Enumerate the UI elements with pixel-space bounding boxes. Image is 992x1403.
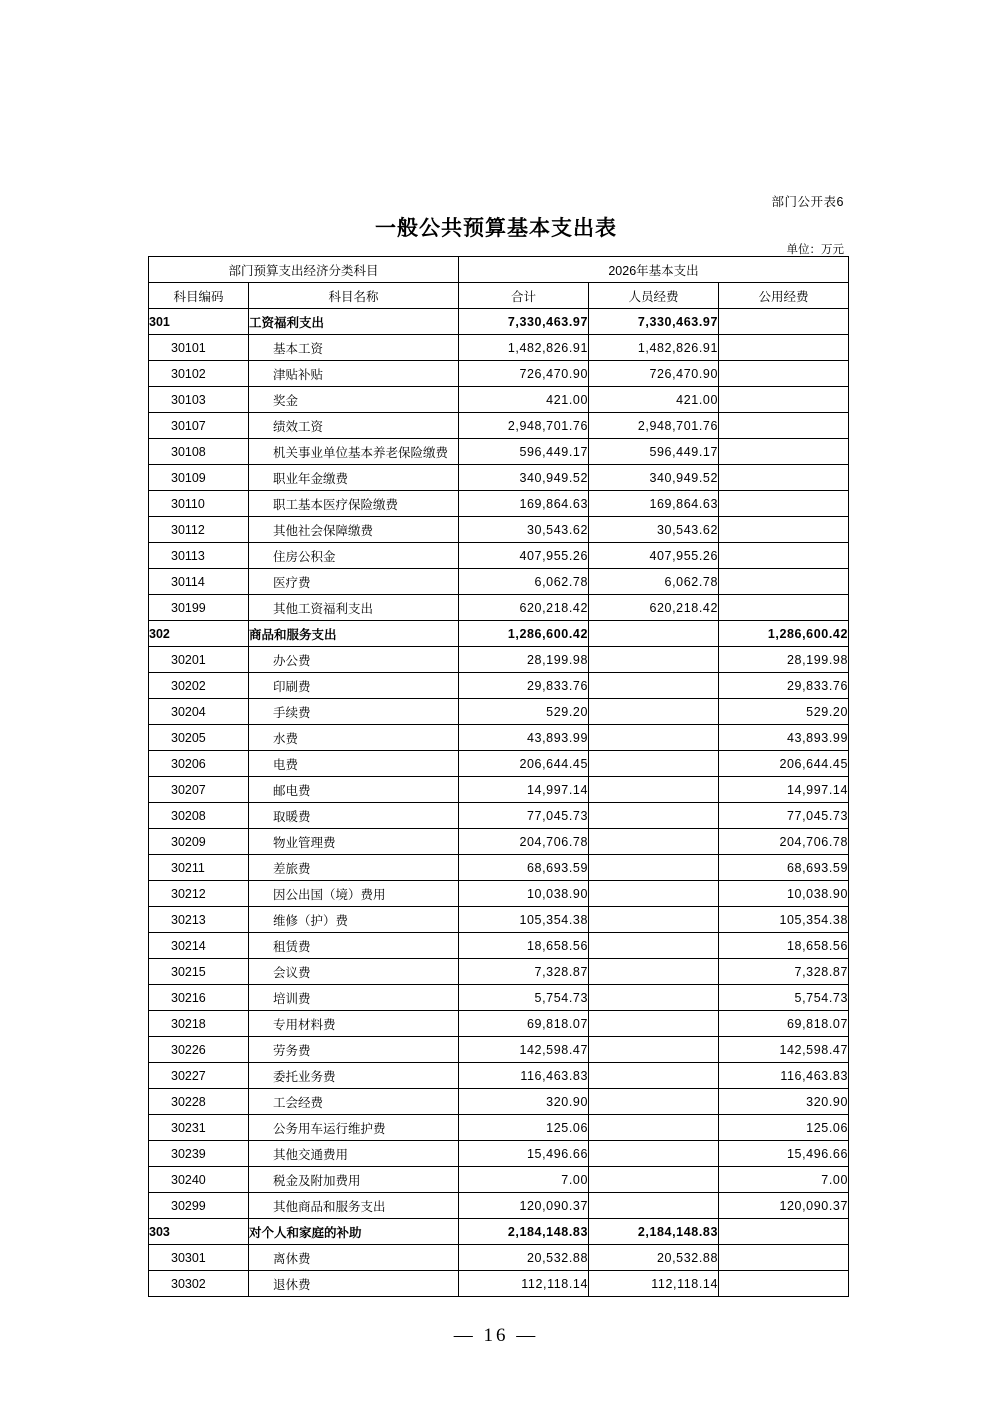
cell-personnel-expense: [589, 647, 719, 673]
cell-subject-name: 办公费: [249, 647, 459, 673]
cell-subject-code: 30107: [149, 413, 249, 439]
table-row: [149, 881, 849, 907]
cell-personnel-expense: [589, 829, 719, 855]
cell-subject-name: 会议费: [249, 959, 459, 985]
cell-subject-name: 印刷费: [249, 673, 459, 699]
table-row: [149, 803, 849, 829]
cell-personnel-expense: 421.00: [589, 387, 719, 413]
cell-total: 7,330,463.97: [459, 309, 589, 335]
cell-subject-code: 301: [149, 309, 249, 335]
cell-personnel-expense: [589, 1089, 719, 1115]
cell-total: 112,118.14: [459, 1271, 589, 1297]
cell-subject-code: 30218: [149, 1011, 249, 1037]
cell-total: 620,218.42: [459, 595, 589, 621]
cell-subject-code: 30199: [149, 595, 249, 621]
cell-total: 2,184,148.83: [459, 1219, 589, 1245]
cell-personnel-expense: [589, 855, 719, 881]
cell-total: 5,754.73: [459, 985, 589, 1011]
page-title: 一般公共预算基本支出表: [375, 217, 617, 240]
cell-total: 726,470.90: [459, 361, 589, 387]
cell-personnel-expense: 20,532.88: [589, 1245, 719, 1271]
table-body: [149, 309, 849, 1297]
cell-subject-name: 奖金: [249, 387, 459, 413]
cell-subject-code: 30239: [149, 1141, 249, 1167]
cell-public-expense: [719, 1271, 849, 1297]
cell-personnel-expense: [589, 881, 719, 907]
cell-subject-code: 30103: [149, 387, 249, 413]
cell-subject-code: 30207: [149, 777, 249, 803]
cell-public-expense: 68,693.59: [719, 855, 849, 881]
cell-subject-name: 委托业务费: [249, 1063, 459, 1089]
cell-subject-code: 30228: [149, 1089, 249, 1115]
cell-subject-code: 30209: [149, 829, 249, 855]
table-row: [149, 751, 849, 777]
cell-public-expense: 204,706.78: [719, 829, 849, 855]
cell-subject-code: 30113: [149, 543, 249, 569]
cell-subject-name: 税金及附加费用: [249, 1167, 459, 1193]
cell-public-expense: [719, 517, 849, 543]
cell-personnel-expense: [589, 751, 719, 777]
table-row: [149, 777, 849, 803]
table-row: [149, 907, 849, 933]
cell-total: 30,543.62: [459, 517, 589, 543]
table-row: [149, 413, 849, 439]
cell-subject-name: 津贴补贴: [249, 361, 459, 387]
cell-subject-name: 其他商品和服务支出: [249, 1193, 459, 1219]
cell-total: 68,693.59: [459, 855, 589, 881]
cell-subject-name: 对个人和家庭的补助: [249, 1219, 459, 1245]
cell-subject-code: 30216: [149, 985, 249, 1011]
cell-personnel-expense: 2,184,148.83: [589, 1219, 719, 1245]
cell-personnel-expense: [589, 933, 719, 959]
cell-personnel-expense: [589, 621, 719, 647]
cell-public-expense: [719, 1245, 849, 1271]
cell-total: 169,864.63: [459, 491, 589, 517]
cell-personnel-expense: 169,864.63: [589, 491, 719, 517]
cell-subject-name: 差旅费: [249, 855, 459, 881]
cell-subject-name: 租赁费: [249, 933, 459, 959]
cell-personnel-expense: [589, 959, 719, 985]
cell-total: 69,818.07: [459, 1011, 589, 1037]
cell-subject-name: 基本工资: [249, 335, 459, 361]
cell-personnel-expense: [589, 673, 719, 699]
cell-total: 7.00: [459, 1167, 589, 1193]
cell-subject-code: 30214: [149, 933, 249, 959]
cell-subject-name: 机关事业单位基本养老保险缴费: [249, 439, 459, 465]
table-row: [149, 1089, 849, 1115]
cell-public-expense: 18,658.56: [719, 933, 849, 959]
cell-public-expense: 120,090.37: [719, 1193, 849, 1219]
cell-personnel-expense: 30,543.62: [589, 517, 719, 543]
cell-public-expense: 5,754.73: [719, 985, 849, 1011]
cell-personnel-expense: 620,218.42: [589, 595, 719, 621]
cell-subject-name: 电费: [249, 751, 459, 777]
cell-total: 407,955.26: [459, 543, 589, 569]
cell-total: 10,038.90: [459, 881, 589, 907]
cell-subject-name: 绩效工资: [249, 413, 459, 439]
cell-public-expense: 69,818.07: [719, 1011, 849, 1037]
table-row: [149, 491, 849, 517]
cell-subject-code: 30299: [149, 1193, 249, 1219]
table-row: [149, 725, 849, 751]
cell-personnel-expense: 7,330,463.97: [589, 309, 719, 335]
cell-total: 125.06: [459, 1115, 589, 1141]
cell-subject-name: 劳务费: [249, 1037, 459, 1063]
table-row: [149, 699, 849, 725]
cell-subject-code: 30206: [149, 751, 249, 777]
cell-personnel-expense: 596,449.17: [589, 439, 719, 465]
cell-public-expense: 77,045.73: [719, 803, 849, 829]
cell-subject-name: 工会经费: [249, 1089, 459, 1115]
cell-public-expense: 116,463.83: [719, 1063, 849, 1089]
table-row: [149, 1271, 849, 1297]
cell-public-expense: 28,199.98: [719, 647, 849, 673]
cell-public-expense: [719, 439, 849, 465]
table-row: [149, 1037, 849, 1063]
cell-subject-name: 退休费: [249, 1271, 459, 1297]
cell-subject-name: 住房公积金: [249, 543, 459, 569]
cell-subject-code: 30201: [149, 647, 249, 673]
cell-public-expense: 15,496.66: [719, 1141, 849, 1167]
cell-subject-name: 医疗费: [249, 569, 459, 595]
cell-personnel-expense: [589, 985, 719, 1011]
cell-public-expense: 7,328.87: [719, 959, 849, 985]
cell-subject-code: 302: [149, 621, 249, 647]
table-row: [149, 569, 849, 595]
cell-public-expense: [719, 595, 849, 621]
table-row: [149, 1167, 849, 1193]
table-row: [149, 1011, 849, 1037]
cell-subject-code: 30202: [149, 673, 249, 699]
cell-public-expense: [719, 387, 849, 413]
cell-public-expense: 142,598.47: [719, 1037, 849, 1063]
cell-total: 1,286,600.42: [459, 621, 589, 647]
table-row: [149, 387, 849, 413]
cell-personnel-expense: 6,062.78: [589, 569, 719, 595]
cell-public-expense: 10,038.90: [719, 881, 849, 907]
cell-total: 206,644.45: [459, 751, 589, 777]
cell-subject-name: 离休费: [249, 1245, 459, 1271]
cell-subject-code: 30204: [149, 699, 249, 725]
table-row: [149, 647, 849, 673]
cell-total: 421.00: [459, 387, 589, 413]
header-group-left: 部门预算支出经济分类科目: [149, 257, 459, 283]
cell-personnel-expense: [589, 1193, 719, 1219]
cell-subject-code: 30205: [149, 725, 249, 751]
table-row: [149, 1219, 849, 1245]
header-group-right: 2026年基本支出: [459, 257, 849, 283]
cell-subject-code: 30301: [149, 1245, 249, 1271]
cell-total: 116,463.83: [459, 1063, 589, 1089]
cell-total: 320.90: [459, 1089, 589, 1115]
table-row: [149, 595, 849, 621]
column-header-total: 合计: [459, 283, 589, 309]
cell-public-expense: [719, 335, 849, 361]
column-header-personnel: 人员经费: [589, 283, 719, 309]
cell-public-expense: [719, 569, 849, 595]
cell-subject-name: 公务用车运行维护费: [249, 1115, 459, 1141]
table-row: [149, 1245, 849, 1271]
cell-personnel-expense: [589, 1063, 719, 1089]
cell-public-expense: 43,893.99: [719, 725, 849, 751]
cell-personnel-expense: 340,949.52: [589, 465, 719, 491]
cell-total: 20,532.88: [459, 1245, 589, 1271]
cell-subject-name: 工资福利支出: [249, 309, 459, 335]
table-row: [149, 855, 849, 881]
cell-public-expense: 29,833.76: [719, 673, 849, 699]
cell-personnel-expense: 2,948,701.76: [589, 413, 719, 439]
cell-public-expense: 1,286,600.42: [719, 621, 849, 647]
table-row: [149, 465, 849, 491]
page-number: — 16 —: [453, 1325, 539, 1346]
cell-total: 340,949.52: [459, 465, 589, 491]
table-row: [149, 361, 849, 387]
cell-subject-code: 30302: [149, 1271, 249, 1297]
cell-subject-code: 30227: [149, 1063, 249, 1089]
cell-subject-name: 水费: [249, 725, 459, 751]
table-row: [149, 985, 849, 1011]
table-row: [149, 335, 849, 361]
cell-subject-name: 其他工资福利支出: [249, 595, 459, 621]
column-header-name: 科目名称: [249, 283, 459, 309]
cell-total: 204,706.78: [459, 829, 589, 855]
table-row: [149, 959, 849, 985]
cell-total: 142,598.47: [459, 1037, 589, 1063]
table-row: [149, 517, 849, 543]
cell-public-expense: 206,644.45: [719, 751, 849, 777]
unit-note: 单位：万元: [786, 244, 844, 256]
cell-public-expense: 14,997.14: [719, 777, 849, 803]
column-header-code: 科目编码: [149, 283, 249, 309]
table-row: [149, 309, 849, 335]
cell-public-expense: [719, 361, 849, 387]
cell-subject-code: 30109: [149, 465, 249, 491]
cell-subject-name: 手续费: [249, 699, 459, 725]
cell-public-expense: 105,354.38: [719, 907, 849, 933]
table-row: [149, 621, 849, 647]
table-row: [149, 1063, 849, 1089]
cell-personnel-expense: [589, 1011, 719, 1037]
cell-personnel-expense: [589, 725, 719, 751]
cell-personnel-expense: [589, 803, 719, 829]
cell-subject-name: 物业管理费: [249, 829, 459, 855]
cell-total: 529.20: [459, 699, 589, 725]
cell-personnel-expense: 112,118.14: [589, 1271, 719, 1297]
cell-personnel-expense: [589, 1167, 719, 1193]
cell-subject-name: 维修（护）费: [249, 907, 459, 933]
cell-total: 15,496.66: [459, 1141, 589, 1167]
cell-total: 6,062.78: [459, 569, 589, 595]
table-header-column-row: [149, 283, 849, 309]
cell-total: 14,997.14: [459, 777, 589, 803]
table-row: [149, 439, 849, 465]
cell-total: 1,482,826.91: [459, 335, 589, 361]
cell-personnel-expense: [589, 777, 719, 803]
cell-total: 2,948,701.76: [459, 413, 589, 439]
cell-subject-code: 30110: [149, 491, 249, 517]
cell-personnel-expense: 407,955.26: [589, 543, 719, 569]
cell-subject-code: 30213: [149, 907, 249, 933]
cell-subject-code: 30226: [149, 1037, 249, 1063]
cell-public-expense: 125.06: [719, 1115, 849, 1141]
cell-personnel-expense: [589, 1141, 719, 1167]
cell-subject-code: 30231: [149, 1115, 249, 1141]
cell-subject-code: 30211: [149, 855, 249, 881]
cell-subject-code: 30112: [149, 517, 249, 543]
table-header-group-row: [149, 257, 849, 283]
cell-personnel-expense: [589, 1037, 719, 1063]
column-header-public: 公用经费: [719, 283, 849, 309]
cell-personnel-expense: 726,470.90: [589, 361, 719, 387]
cell-total: 105,354.38: [459, 907, 589, 933]
cell-subject-name: 因公出国（境）费用: [249, 881, 459, 907]
cell-subject-code: 303: [149, 1219, 249, 1245]
table-row: [149, 1115, 849, 1141]
cell-public-expense: [719, 1219, 849, 1245]
cell-total: 28,199.98: [459, 647, 589, 673]
cell-total: 43,893.99: [459, 725, 589, 751]
cell-total: 120,090.37: [459, 1193, 589, 1219]
cell-subject-name: 邮电费: [249, 777, 459, 803]
cell-personnel-expense: [589, 907, 719, 933]
table-row: [149, 1193, 849, 1219]
table-row: [149, 933, 849, 959]
cell-subject-code: 30102: [149, 361, 249, 387]
cell-total: 18,658.56: [459, 933, 589, 959]
cell-subject-name: 专用材料费: [249, 1011, 459, 1037]
cell-subject-name: 取暖费: [249, 803, 459, 829]
cell-public-expense: [719, 465, 849, 491]
cell-subject-name: 培训费: [249, 985, 459, 1011]
budget-table: [148, 256, 849, 1297]
cell-public-expense: 320.90: [719, 1089, 849, 1115]
cell-subject-name: 其他交通费用: [249, 1141, 459, 1167]
table-header: [149, 257, 849, 309]
cell-subject-name: 商品和服务支出: [249, 621, 459, 647]
form-number-label: 部门公开表6: [771, 195, 844, 209]
cell-public-expense: [719, 491, 849, 517]
cell-personnel-expense: [589, 1115, 719, 1141]
cell-subject-code: 30101: [149, 335, 249, 361]
cell-total: 7,328.87: [459, 959, 589, 985]
cell-personnel-expense: 1,482,826.91: [589, 335, 719, 361]
cell-public-expense: 529.20: [719, 699, 849, 725]
cell-personnel-expense: [589, 699, 719, 725]
cell-total: 29,833.76: [459, 673, 589, 699]
cell-subject-code: 30208: [149, 803, 249, 829]
cell-subject-code: 30108: [149, 439, 249, 465]
cell-subject-code: 30240: [149, 1167, 249, 1193]
cell-total: 77,045.73: [459, 803, 589, 829]
cell-subject-name: 职工基本医疗保险缴费: [249, 491, 459, 517]
cell-subject-code: 30114: [149, 569, 249, 595]
cell-public-expense: 7.00: [719, 1167, 849, 1193]
table-row: [149, 673, 849, 699]
table-row: [149, 829, 849, 855]
cell-subject-code: 30212: [149, 881, 249, 907]
cell-subject-code: 30215: [149, 959, 249, 985]
table-row: [149, 1141, 849, 1167]
cell-total: 596,449.17: [459, 439, 589, 465]
cell-public-expense: [719, 309, 849, 335]
cell-public-expense: [719, 543, 849, 569]
cell-public-expense: [719, 413, 849, 439]
cell-subject-name: 其他社会保障缴费: [249, 517, 459, 543]
table-row: [149, 543, 849, 569]
cell-subject-name: 职业年金缴费: [249, 465, 459, 491]
